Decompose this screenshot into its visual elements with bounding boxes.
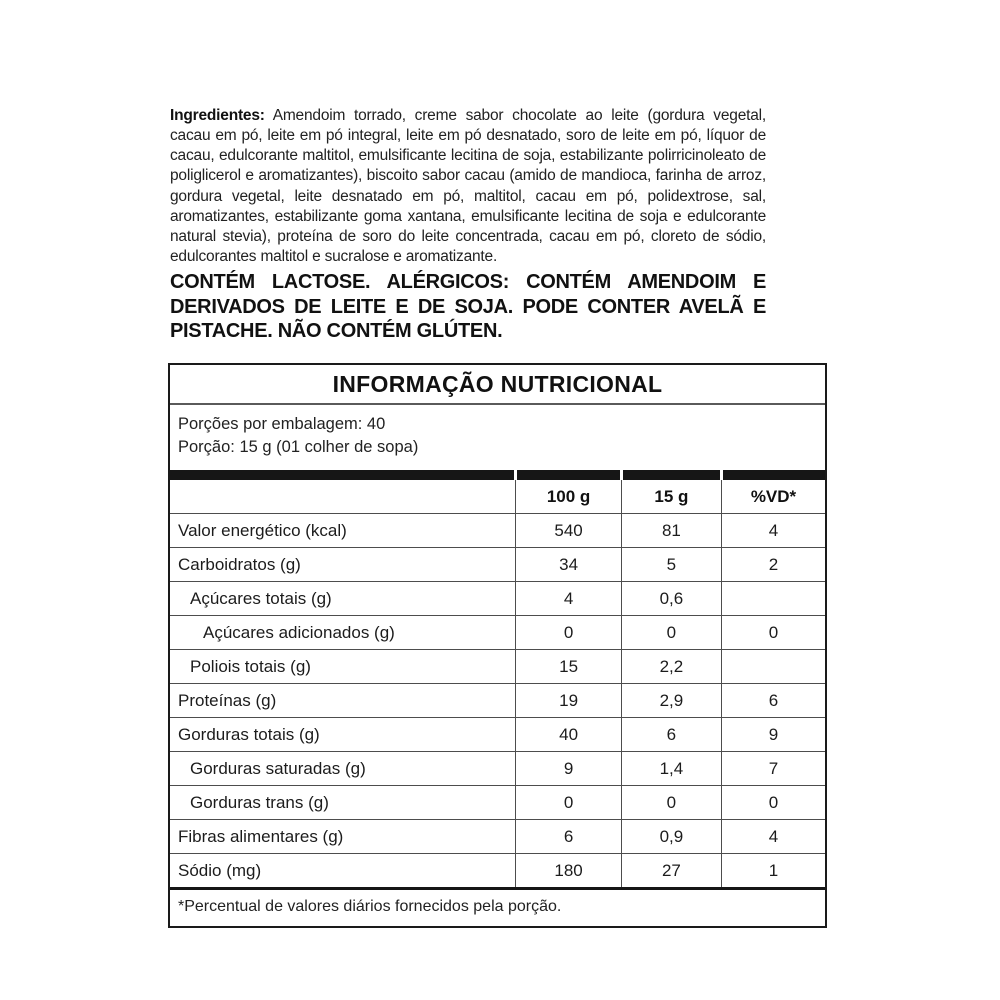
nutrition-rows [170,470,825,889]
nutrient-label: Fibras alimentares (g) [170,820,516,854]
nutrient-row [170,650,825,684]
column-header-100g: 100 g [516,480,621,514]
value-100g: 34 [516,548,621,582]
value-vd: 7 [722,752,826,786]
column-header-15g: 15 g [621,480,721,514]
value-vd: 0 [722,616,826,650]
nutrient-label: Gorduras totais (g) [170,718,516,752]
nutrient-label: Sódio (mg) [170,854,516,889]
value-100g: 4 [516,582,621,616]
nutrient-label: Gorduras trans (g) [170,786,516,820]
nutrient-row [170,854,825,889]
nutrient-label: Carboidratos (g) [170,548,516,582]
value-100g: 0 [516,786,621,820]
value-15g: 5 [621,548,721,582]
serving-size: Porção: 15 g (01 colher de sopa) [178,438,419,457]
value-100g: 180 [516,854,621,889]
nutrient-row [170,718,825,752]
column-header-vd: %VD* [722,480,826,514]
nutrition-facts-table [168,363,827,928]
nutrition-table-title: INFORMAÇÃO NUTRICIONAL [170,365,825,405]
value-vd: 1 [722,854,826,889]
value-15g: 0,6 [621,582,721,616]
ingredients-section [170,106,766,343]
value-vd: 4 [722,820,826,854]
ingredients-label: Ingredientes: [170,107,265,124]
nutrient-row [170,684,825,718]
value-vd [722,650,826,684]
column-header-empty [170,480,516,514]
nutrient-row [170,752,825,786]
value-100g: 15 [516,650,621,684]
value-100g: 540 [516,514,621,548]
serving-info [170,405,825,470]
value-vd: 2 [722,548,826,582]
value-vd: 0 [722,786,826,820]
value-15g: 0 [621,786,721,820]
value-100g: 6 [516,820,621,854]
nutrient-row [170,582,825,616]
value-15g: 1,4 [621,752,721,786]
column-header-row [170,480,825,514]
value-vd: 4 [722,514,826,548]
value-15g: 27 [621,854,721,889]
value-100g: 0 [516,616,621,650]
value-100g: 19 [516,684,621,718]
nutrient-row [170,514,825,548]
allergen-warning: CONTÉM LACTOSE. ALÉRGICOS: CONTÉM AMENDOIM E DERIVADOS DE LEITE E DE SOJA. PODE CONTER AVELÃ E PISTACHE. NÃO CONTÉM GLÚTEN. [170,271,766,342]
ingredients-paragraph [170,106,766,267]
value-vd: 9 [722,718,826,752]
value-15g: 6 [621,718,721,752]
nutrient-row [170,616,825,650]
nutrient-label: Açúcares adicionados (g) [170,616,516,650]
ingredients-text: Amendoim torrado, creme sabor chocolate ao leite (gordura vegetal, cacau em pó, leite em pó integral, leite em pó desnatado, soro de leite em pó, líquor de cacau, edulcorante maltitol, emulsificante lecitina de soja, estabilizante polirricinoleato de poliglicerol e aromatizantes), biscoito sabor cacau (amido de mandioca, farinha de arroz, gordura vegetal, leite desnatado em pó, maltitol, cacau em pó, polidextrose, sal, aromatizantes, estabilizante goma xantana, emulsificante lecitina de soja e edulcorante natural stevia), proteína de soro do leite concentrada, cacau em pó, cloreto de sódio, edulcorantes maltitol e sucralose e aromatizante. [170,107,766,265]
value-15g: 0,9 [621,820,721,854]
nutrient-row [170,786,825,820]
value-15g: 0 [621,616,721,650]
value-15g: 2,9 [621,684,721,718]
separator-bar [170,470,825,480]
value-15g: 2,2 [621,650,721,684]
servings-per-package: Porções por embalagem: 40 [178,415,386,433]
nutrient-row [170,820,825,854]
nutrient-label: Proteínas (g) [170,684,516,718]
nutrient-row [170,548,825,582]
nutrient-label: Açúcares totais (g) [170,582,516,616]
nutrient-label: Gorduras saturadas (g) [170,752,516,786]
value-vd: 6 [722,684,826,718]
value-vd [722,582,826,616]
nutrient-label: Valor energético (kcal) [170,514,516,548]
daily-value-footnote: *Percentual de valores diários fornecidos pela porção. [178,898,562,916]
value-100g: 9 [516,752,621,786]
value-15g: 81 [621,514,721,548]
value-100g: 40 [516,718,621,752]
nutrition-grid [170,470,825,890]
nutrient-label: Poliois totais (g) [170,650,516,684]
